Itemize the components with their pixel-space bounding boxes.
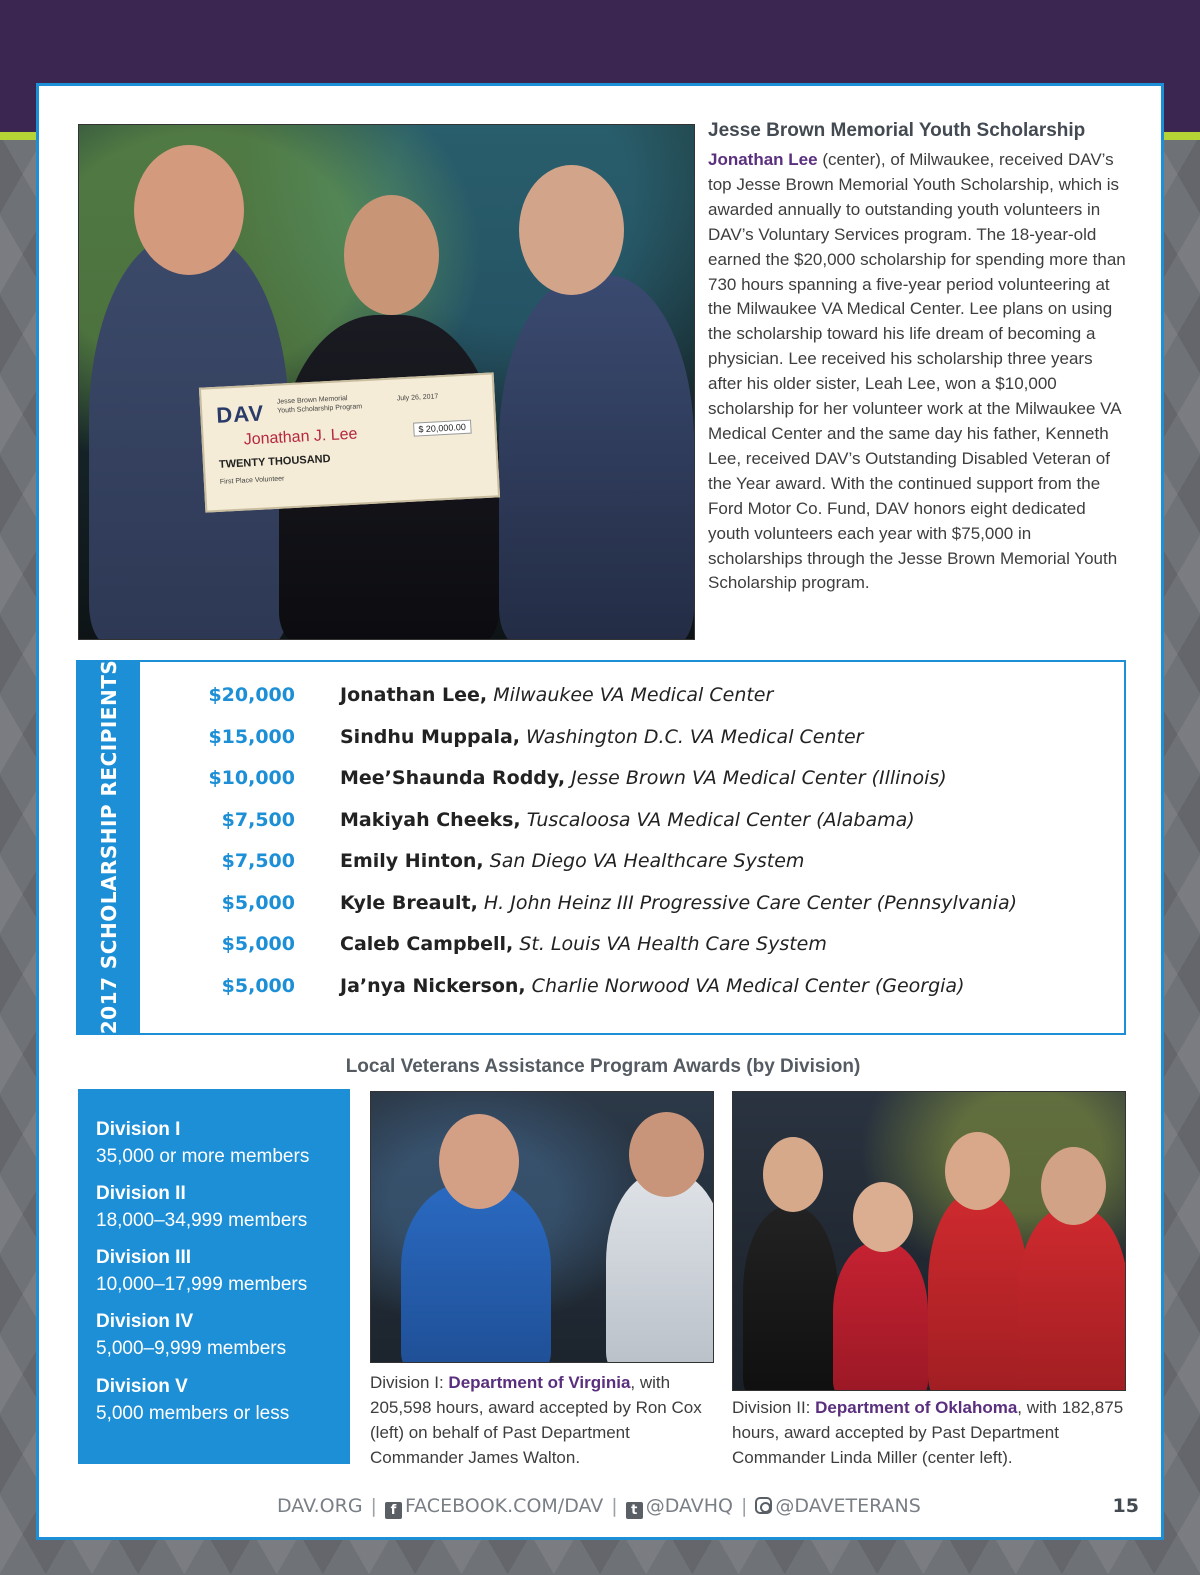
page-number: 15 xyxy=(1112,1495,1139,1517)
footer-separator: | xyxy=(611,1495,618,1517)
scholarship-recipient xyxy=(340,892,1017,914)
page-footer xyxy=(39,1491,1167,1521)
division-item xyxy=(96,1374,289,1427)
oklahoma-award-photo xyxy=(732,1091,1126,1391)
recipient-center: Tuscaloosa VA Medical Center (Alabama) xyxy=(526,809,915,831)
recipient-name: Ja’nya Nickerson, xyxy=(340,975,526,997)
division-name: Division I xyxy=(96,1119,181,1140)
division-name: Division V xyxy=(96,1376,188,1397)
scholarship-row xyxy=(140,718,1120,758)
scholarship-row xyxy=(140,842,1120,882)
magazine-page xyxy=(36,83,1164,1540)
caption-prefix: Division I: xyxy=(370,1373,449,1392)
person-red-shirt-1-head xyxy=(945,1132,1010,1210)
oklahoma-caption xyxy=(732,1395,1132,1470)
person-striped-shirt xyxy=(606,1172,714,1363)
check-payee: Jonathan J. Lee xyxy=(243,425,358,449)
scholarship-recipient xyxy=(340,726,863,748)
person-red-shirt-1 xyxy=(928,1192,1028,1391)
person-red-shirt-2-head xyxy=(1041,1147,1106,1225)
caption-rest: , with 205,598 hours, award accepted by Ron Cox (left) on behalf of Past Department Commander James Walton. xyxy=(370,1373,702,1467)
scholarship-amount: $7,500 xyxy=(221,809,295,831)
footer-separator: | xyxy=(741,1495,748,1517)
division-desc: 10,000–17,999 members xyxy=(96,1274,308,1295)
division-desc: 18,000–34,999 members xyxy=(96,1210,308,1231)
scholarship-recipient xyxy=(340,850,804,872)
caption-rest: , with 182,875 hours, award accepted by Past Department Commander Linda Miller (center left). xyxy=(732,1398,1124,1467)
scholarship-amount: $10,000 xyxy=(208,767,295,789)
person-red-blouse xyxy=(833,1242,928,1391)
awards-title: Local Veterans Assistance Program Awards (by Division) xyxy=(345,1056,861,1077)
scholarship-amount: $5,000 xyxy=(221,975,295,997)
person-red-blouse-head xyxy=(853,1182,913,1252)
division-name: Division III xyxy=(96,1247,192,1268)
check-date: July 26, 2017 xyxy=(396,393,439,403)
person-left-head xyxy=(134,145,244,275)
person-center-head xyxy=(344,195,439,315)
scholarship-recipient xyxy=(340,809,915,831)
feature-title: Jesse Brown Memorial Youth Scholarship xyxy=(708,120,1086,141)
scholarship-row xyxy=(140,759,1120,799)
scholarship-row xyxy=(140,676,1120,716)
scholarship-amount: $7,500 xyxy=(221,850,295,872)
recipient-center: Jesse Brown VA Medical Center (Illinois) xyxy=(571,767,947,789)
footer-twitter-link[interactable]: @DAVHQ xyxy=(645,1495,734,1517)
twitter-icon: t xyxy=(626,1502,643,1519)
division-item xyxy=(96,1245,307,1298)
scholarship-side-bar xyxy=(78,659,140,1035)
scholarship-recipient xyxy=(340,975,964,997)
check-amount: $ 20,000.00 xyxy=(413,420,471,437)
division-desc: 5,000 members or less xyxy=(96,1403,290,1424)
scholarship-row xyxy=(140,801,1120,841)
person-black-shirt-head xyxy=(763,1137,823,1212)
check-program: Jesse Brown Memorial Youth Scholarship Program xyxy=(276,395,363,415)
instagram-icon xyxy=(755,1497,772,1514)
person-right-head xyxy=(519,165,624,295)
person-black-shirt xyxy=(743,1207,838,1391)
scholarship-amount: $15,000 xyxy=(208,726,295,748)
check-logo: DAV xyxy=(215,400,265,428)
person-striped-shirt-head xyxy=(629,1112,704,1197)
recipient-center: Charlie Norwood VA Medical Center (Georgia) xyxy=(531,975,965,997)
scholarship-row xyxy=(140,925,1120,965)
recipient-center: San Diego VA Healthcare System xyxy=(489,850,805,872)
scholarship-photo xyxy=(78,124,695,640)
caption-department: Department of Oklahoma xyxy=(815,1398,1018,1417)
scholarship-row xyxy=(140,884,1120,924)
division-item xyxy=(96,1117,309,1170)
scholarship-recipients-box xyxy=(76,660,1126,1035)
recipient-name: Makiyah Cheeks, xyxy=(340,809,521,831)
scholarship-amount: $5,000 xyxy=(221,892,295,914)
footer-instagram-link[interactable]: @DAVETERANS xyxy=(775,1495,921,1517)
recipient-center: Milwaukee VA Medical Center xyxy=(493,684,774,706)
division-name: Division II xyxy=(96,1183,186,1204)
recipient-name: Mee’Shaunda Roddy, xyxy=(340,767,566,789)
caption-prefix: Division II: xyxy=(732,1398,816,1417)
division-desc: 5,000–9,999 members xyxy=(96,1338,287,1359)
scholarship-recipient xyxy=(340,767,947,789)
virginia-caption xyxy=(370,1370,720,1470)
scholarship-amount: $5,000 xyxy=(221,933,295,955)
recipient-center: Washington D.C. VA Medical Center xyxy=(526,726,864,748)
footer-site-link[interactable]: DAV.ORG xyxy=(277,1495,363,1517)
feature-body-text: (center), of Milwaukee, received DAV’s top Jesse Brown Memorial Youth Scholarship, which is awarded annually to outstanding youth volunteers in DAV’s Voluntary Services program. The 18-year-old earned the $20,000 scholarship for spending more than 730 hours spanning a five-year period volunteering at the Milwaukee VA Medical Center. Lee plans on using the scholarship toward his life dream of becoming a physician. Lee received his scholarship three years after his older sister, Leah Lee, won a $10,000 scholarship for her volunteer work at the Milwaukee VA Medical Center and the same day his father, Kenneth Lee, received DAV’s Outstanding Disabled Veteran of the Year award. With the continued support from the Ford Motor Co. Fund, DAV honors eight dedicated youth volunteers each year with $75,000 in scholarships through the Jesse Brown Memorial Youth Scholarship program. xyxy=(708,150,1126,593)
person-right-figure xyxy=(499,275,694,640)
ceremonial-check xyxy=(199,372,500,512)
footer-links xyxy=(277,1495,921,1519)
person-blue-shirt-head xyxy=(439,1114,519,1209)
scholarship-recipient xyxy=(340,684,773,706)
footer-separator: | xyxy=(370,1495,377,1517)
division-legend-box xyxy=(78,1089,350,1464)
recipient-name: Sindhu Muppala, xyxy=(340,726,520,748)
feature-body xyxy=(708,148,1128,596)
recipient-name: Jonathan Lee, xyxy=(340,684,488,706)
caption-department: Department of Virginia xyxy=(448,1373,631,1392)
recipient-name: Kyle Breault, xyxy=(340,892,478,914)
check-memo: First Place Volunteer xyxy=(219,475,285,486)
division-desc: 35,000 or more members xyxy=(96,1146,310,1167)
division-item xyxy=(96,1309,286,1362)
person-blue-shirt xyxy=(401,1182,551,1363)
recipient-name: Caleb Campbell, xyxy=(340,933,514,955)
feature-lead-name: Jonathan Lee xyxy=(708,150,818,169)
recipient-center: H. John Heinz III Progressive Care Center (Pennsylvania) xyxy=(483,892,1018,914)
scholarship-recipient xyxy=(340,933,827,955)
recipient-name: Emily Hinton, xyxy=(340,850,484,872)
scholarship-amount: $20,000 xyxy=(208,684,295,706)
division-item xyxy=(96,1181,307,1234)
scholarship-side-label: 2017 SCHOLARSHIP RECIPIENTS xyxy=(97,659,121,1035)
scholarship-row xyxy=(140,967,1120,1007)
recipient-center: St. Louis VA Health Care System xyxy=(519,933,827,955)
virginia-award-photo xyxy=(370,1091,714,1363)
facebook-icon: f xyxy=(385,1502,402,1519)
check-amount-words: TWENTY THOUSAND xyxy=(218,453,331,471)
footer-facebook-link[interactable]: FACEBOOK.COM/DAV xyxy=(404,1495,604,1517)
division-name: Division IV xyxy=(96,1311,194,1332)
person-red-shirt-2 xyxy=(1018,1207,1126,1391)
